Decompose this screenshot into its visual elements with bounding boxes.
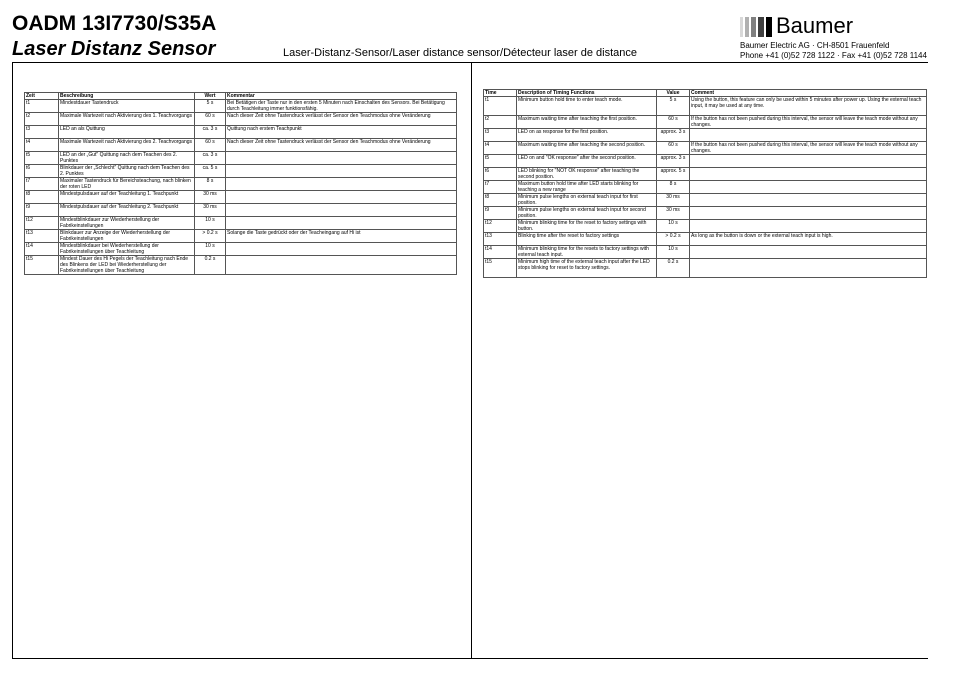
comment-cell <box>226 217 457 230</box>
time-cell: t6 <box>484 168 517 181</box>
value-cell: 8 s <box>195 178 226 191</box>
comment-cell <box>226 256 457 275</box>
time-cell: t4 <box>484 142 517 155</box>
table-row <box>25 100 457 113</box>
description-cell: Maximale Wartezeit nach Aktivierung des 2. Teachvorgangs <box>59 139 195 152</box>
value-cell: 10 s <box>657 246 690 259</box>
value-cell: 0.2 s <box>195 256 226 275</box>
description-cell: LED blinking for "NOT OK response" after teaching the second position. <box>517 168 657 181</box>
table-row <box>484 129 927 142</box>
description-cell: LED an der „Gut" Quittung nach dem Teachen des 2. Punktes <box>59 152 195 165</box>
description-cell: Mindestpulsdauer auf der Teachleitung 2. Teachpunkt <box>59 204 195 217</box>
table-row <box>484 181 927 194</box>
baumer-logo <box>740 15 880 39</box>
table-row <box>25 165 457 178</box>
value-cell: ca. 5 s <box>195 165 226 178</box>
time-cell: t13 <box>25 230 59 243</box>
table-row <box>25 204 457 217</box>
description-cell: Minimum button hold time to enter teach mode. <box>517 97 657 116</box>
value-cell: 60 s <box>657 116 690 129</box>
table-row <box>484 168 927 181</box>
company-address: Baumer Electric AG · CH-8501 Frauenfeld <box>740 41 890 50</box>
center-divider <box>471 62 472 659</box>
time-cell: t1 <box>25 100 59 113</box>
value-cell: 30 ms <box>657 207 690 220</box>
value-cell: 10 s <box>657 220 690 233</box>
table-row <box>25 178 457 191</box>
time-cell: t14 <box>25 243 59 256</box>
time-cell: t15 <box>25 256 59 275</box>
product-title: Laser Distanz Sensor <box>12 38 216 60</box>
comment-cell <box>690 129 927 142</box>
comment-cell <box>226 191 457 204</box>
table-row <box>25 243 457 256</box>
company-phone-fax: Phone +41 (0)52 728 1122 · Fax +41 (0)52 728 1144 <box>740 51 927 60</box>
description-cell: Maximaler Tastendruck für Bereichsteachung, nach blinken der roten LED <box>59 178 195 191</box>
time-cell: t7 <box>484 181 517 194</box>
value-cell: approx. 3 s <box>657 155 690 168</box>
value-cell: 30 ms <box>657 194 690 207</box>
column-header-comment: Comment <box>690 90 927 97</box>
description-cell: Blinkdauer der „Schlecht" Quittung nach dem Teachen des 2. Punktes <box>59 165 195 178</box>
table-row <box>25 113 457 126</box>
time-cell: t3 <box>484 129 517 142</box>
value-cell: 30 ms <box>195 204 226 217</box>
description-cell: Maximum button hold time after LED starts blinking for teaching a new range <box>517 181 657 194</box>
table-row <box>484 207 927 220</box>
table-row <box>25 217 457 230</box>
description-cell: Blinkdauer zur Anzeige der Wiederherstellung der Fabrikeinstellungen <box>59 230 195 243</box>
baumer-logo-bars-icon <box>740 17 772 37</box>
table-row <box>25 256 457 275</box>
comment-cell: Nach dieser Zeit ohne Tastendruck verlässt der Sensor den Teachmodus ohne Veränderung <box>226 139 457 152</box>
time-cell: t4 <box>25 139 59 152</box>
time-cell: t15 <box>484 259 517 278</box>
column-header-value: Value <box>657 90 690 97</box>
value-cell: 10 s <box>195 243 226 256</box>
value-cell: 60 s <box>657 142 690 155</box>
table-row <box>25 126 457 139</box>
column-header-value: Wert <box>195 93 226 100</box>
time-cell: t12 <box>484 220 517 233</box>
value-cell: ca. 3 s <box>195 152 226 165</box>
value-cell: approx. 5 s <box>657 168 690 181</box>
comment-cell <box>690 155 927 168</box>
comment-cell: As long as the button is down or the external teach input is high. <box>690 233 927 246</box>
time-cell: t6 <box>25 165 59 178</box>
time-cell: t1 <box>484 97 517 116</box>
comment-cell: Bei Betätigen der Taste nur in den ersten 5 Minuten nach Einschalten des Sensors. Bei Betätigung durch Teachleitung immer funktionsfähig. <box>226 100 457 113</box>
description-cell: LED on as response for the first position. <box>517 129 657 142</box>
value-cell: ca. 3 s <box>195 126 226 139</box>
comment-cell <box>690 168 927 181</box>
comment-cell <box>226 243 457 256</box>
comment-cell <box>226 178 457 191</box>
table-row <box>25 152 457 165</box>
left-border <box>12 62 13 659</box>
top-border <box>12 62 928 63</box>
time-cell: t8 <box>25 191 59 204</box>
table-row <box>484 155 927 168</box>
comment-cell <box>226 165 457 178</box>
value-cell: 5 s <box>195 100 226 113</box>
table-row <box>484 116 927 129</box>
column-header-time: Time <box>484 90 517 97</box>
comment-cell <box>690 181 927 194</box>
time-cell: t5 <box>484 155 517 168</box>
value-cell: 10 s <box>195 217 226 230</box>
comment-cell: If the button has not been pushed during this interval, the sensor will leave the teach mode without any changes. <box>690 116 927 129</box>
description-cell: Maximum waiting time after teaching the second position. <box>517 142 657 155</box>
column-header-comment: Kommentar <box>226 93 457 100</box>
time-cell: t8 <box>484 194 517 207</box>
comment-cell: Nach dieser Zeit ohne Tastendruck verlässt der Sensor den Teachmodus ohne Veränderung <box>226 113 457 126</box>
time-cell: t13 <box>484 233 517 246</box>
timing-table-english <box>483 89 927 278</box>
table-row <box>484 97 927 116</box>
comment-cell <box>226 152 457 165</box>
comment-cell: Using the button, this feature can only be used within 5 minutes after power up. Using the external teach input, it may be used at any time. <box>690 97 927 116</box>
description-cell: Mindestblinkdauer zur Wiederherstellung der Fabrikeinstellungen <box>59 217 195 230</box>
model-title: OADM 13I7730/S35A <box>12 12 217 35</box>
time-cell: t9 <box>25 204 59 217</box>
value-cell: 8 s <box>657 181 690 194</box>
description-cell: LED an als Quittung <box>59 126 195 139</box>
value-cell: > 0.2 s <box>657 233 690 246</box>
time-cell: t2 <box>484 116 517 129</box>
table-row <box>25 191 457 204</box>
table-header-row <box>25 93 457 100</box>
comment-cell <box>226 204 457 217</box>
table-row <box>484 246 927 259</box>
value-cell: 30 ms <box>195 191 226 204</box>
comment-cell <box>690 259 927 278</box>
comment-cell <box>690 246 927 259</box>
description-cell: Maximale Wartezeit nach Aktivierung des 1. Teachvorgangs <box>59 113 195 126</box>
value-cell: 0.2 s <box>657 259 690 278</box>
bottom-border <box>12 658 928 659</box>
value-cell: approx. 3 s <box>657 129 690 142</box>
comment-cell <box>690 220 927 233</box>
description-cell: Minimum pulse lengths on external teach input for second position. <box>517 207 657 220</box>
description-cell: Minimum pulse lengths on external teach input for first position. <box>517 194 657 207</box>
description-cell: LED on and "OK response" after the second position. <box>517 155 657 168</box>
description-cell: Mindestpulsdauer auf der Teachleitung 1. Teachpunkt <box>59 191 195 204</box>
value-cell: > 0.2 s <box>195 230 226 243</box>
comment-cell <box>690 194 927 207</box>
description-cell: Mindestblinkdauer bei Wiederherstellung der Fabrikeinstellungen über Teachleitung <box>59 243 195 256</box>
time-cell: t14 <box>484 246 517 259</box>
time-cell: t5 <box>25 152 59 165</box>
description-cell: Blinking time after the reset to factory settings <box>517 233 657 246</box>
description-cell: Minimum blinking time for the reset to factory settings with button. <box>517 220 657 233</box>
table-row <box>484 142 927 155</box>
timing-table-german <box>24 92 457 275</box>
comment-cell: If the button has not been pushed during this interval, the sensor will leave the teach mode without any changes. <box>690 142 927 155</box>
table-row <box>484 194 927 207</box>
column-header-description: Beschreibung <box>59 93 195 100</box>
table-row <box>484 233 927 246</box>
value-cell: 5 s <box>657 97 690 116</box>
description-cell: Maximum waiting time after teaching the first position. <box>517 116 657 129</box>
table-row <box>484 259 927 278</box>
time-cell: t2 <box>25 113 59 126</box>
column-header-description: Description of Timing Functions <box>517 90 657 97</box>
description-cell: Mindestdauer Tastendruck <box>59 100 195 113</box>
time-cell: t7 <box>25 178 59 191</box>
comment-cell <box>690 207 927 220</box>
description-cell: Mindest Dauer des Hi Pegels der Teachleitung nach Ende des Blinkens der LED bei Wiederherstellung der Fabrikeinstellungen über Teachleitung <box>59 256 195 275</box>
table-row <box>25 139 457 152</box>
comment-cell: Solange die Taste gedrückt oder der Teacheingang auf Hi ist <box>226 230 457 243</box>
comment-cell: Quittung nach erstem Teachpunkt <box>226 126 457 139</box>
time-cell: t3 <box>25 126 59 139</box>
description-cell: Minimum high time of the external teach input after the LED stops blinking for reset to factory settings. <box>517 259 657 278</box>
value-cell: 60 s <box>195 139 226 152</box>
document-subtitle: Laser-Distanz-Sensor/Laser distance sensor/Détecteur laser de distance <box>283 47 638 59</box>
table-header-row <box>484 90 927 97</box>
value-cell: 60 s <box>195 113 226 126</box>
table-row <box>484 220 927 233</box>
table-row <box>25 230 457 243</box>
baumer-logo-text: Baumer <box>776 13 854 38</box>
description-cell: Minimum blinking time for the resets to factory settings with external teach input. <box>517 246 657 259</box>
column-header-time: Zeit <box>25 93 59 100</box>
time-cell: t12 <box>25 217 59 230</box>
time-cell: t9 <box>484 207 517 220</box>
